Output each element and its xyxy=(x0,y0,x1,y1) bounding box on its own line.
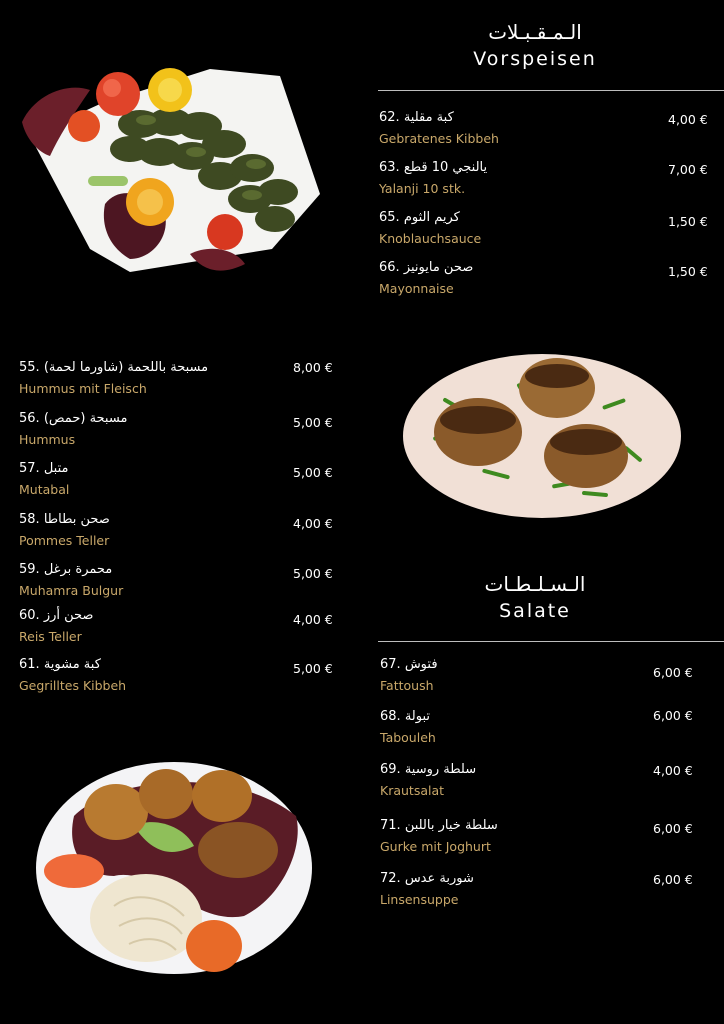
menu-item xyxy=(19,360,331,396)
item-name-arabic: 58. صحن بطاطا xyxy=(19,512,110,527)
item-name-arabic: 68. تبولة xyxy=(380,709,430,724)
menu-item xyxy=(379,210,708,246)
item-price: 4,00 € xyxy=(668,112,708,127)
item-name-arabic: 62. كبة مقلية xyxy=(379,110,454,125)
item-name-arabic: 69. سلطة روسية xyxy=(380,762,477,777)
vorspeisen-heading xyxy=(420,20,650,70)
item-name: Yalanji 10 stk. xyxy=(379,181,466,196)
item-name-arabic: 55. مسبحة باللحمة (شاورما لحمة) xyxy=(19,360,209,375)
menu-item xyxy=(379,110,708,146)
item-name-arabic: 72. شوربة عدس xyxy=(380,871,474,886)
item-name-arabic: 57. متبل xyxy=(19,461,69,476)
salate-heading xyxy=(420,572,650,622)
menu-item xyxy=(380,762,693,798)
item-price: 5,00 € xyxy=(293,661,333,676)
item-name: Gebratenes Kibbeh xyxy=(379,131,499,146)
item-name: Hummus xyxy=(19,432,76,447)
item-name: Hummus mit Fleisch xyxy=(19,381,147,396)
menu-item xyxy=(380,708,693,745)
item-price: 6,00 € xyxy=(653,872,693,887)
yalanji-platter-photo xyxy=(20,64,325,279)
item-name-arabic: 71. سلطة خيار باللبن xyxy=(380,818,498,833)
item-price: 1,50 € xyxy=(668,214,708,229)
item-name: Linsensuppe xyxy=(380,892,459,907)
kibbeh-plate-photo xyxy=(402,352,684,520)
item-price: 6,00 € xyxy=(653,665,693,680)
item-name: Gegrilltes Kibbeh xyxy=(19,678,127,693)
menu-item xyxy=(379,160,708,196)
item-price: 6,00 € xyxy=(653,708,693,723)
menu-item xyxy=(380,657,693,693)
menu-item xyxy=(19,562,331,598)
item-name: Mutabal xyxy=(19,482,70,497)
item-name: Pommes Teller xyxy=(19,533,110,548)
item-price: 5,00 € xyxy=(293,566,333,581)
item-name-arabic: 59. محمرة برغل xyxy=(19,562,113,577)
item-name-arabic: 65. كريم الثوم xyxy=(379,210,460,225)
menu-item xyxy=(19,411,331,447)
item-name: Tabouleh xyxy=(380,730,436,745)
item-price: 7,00 € xyxy=(668,162,708,177)
item-price: 4,00 € xyxy=(293,516,333,531)
kibbeh-hummus-plate-photo xyxy=(34,756,316,976)
item-name-arabic: 66. صحن مايونيز xyxy=(379,260,474,275)
item-price: 8,00 € xyxy=(293,360,333,375)
item-name: Reis Teller xyxy=(19,629,82,644)
item-name: Fattoush xyxy=(380,678,434,693)
item-price: 4,00 € xyxy=(653,763,693,778)
item-price: 1,50 € xyxy=(668,264,708,279)
item-name-arabic: 60. صحن أرز xyxy=(19,608,94,623)
item-price: 4,00 € xyxy=(293,612,333,627)
item-name: Krautsalat xyxy=(380,783,445,798)
item-name-arabic: 61. كبة مشوية xyxy=(19,657,101,672)
menu-item xyxy=(380,871,693,907)
menu-item xyxy=(19,512,331,548)
salate-title: Salate xyxy=(499,600,571,622)
item-price: 5,00 € xyxy=(293,465,333,480)
item-name-arabic: 67. فتوش xyxy=(380,657,438,672)
salate-title-arabic: الـسـلـطـات xyxy=(484,572,586,596)
item-name: Gurke mit Joghurt xyxy=(380,839,491,854)
item-name-arabic: 63. يالنجي 10 قطع xyxy=(379,160,488,175)
item-price: 5,00 € xyxy=(293,415,333,430)
vorspeisen-title: Vorspeisen xyxy=(473,48,597,70)
menu-item xyxy=(19,461,331,497)
item-price: 6,00 € xyxy=(653,821,693,836)
item-name-arabic: 56. مسبحة (حمص) xyxy=(19,411,128,426)
salate-divider xyxy=(378,641,724,642)
menu-item xyxy=(379,260,708,296)
item-name: Muhamra Bulgur xyxy=(19,583,124,598)
vorspeisen-divider xyxy=(378,90,724,91)
vorspeisen-title-arabic: الـمـقـبـلات xyxy=(488,20,582,44)
menu-item xyxy=(19,608,331,644)
item-name: Mayonnaise xyxy=(379,281,454,296)
menu-item xyxy=(19,657,331,693)
menu-item xyxy=(380,818,693,854)
item-name: Knoblauchsauce xyxy=(379,231,482,246)
